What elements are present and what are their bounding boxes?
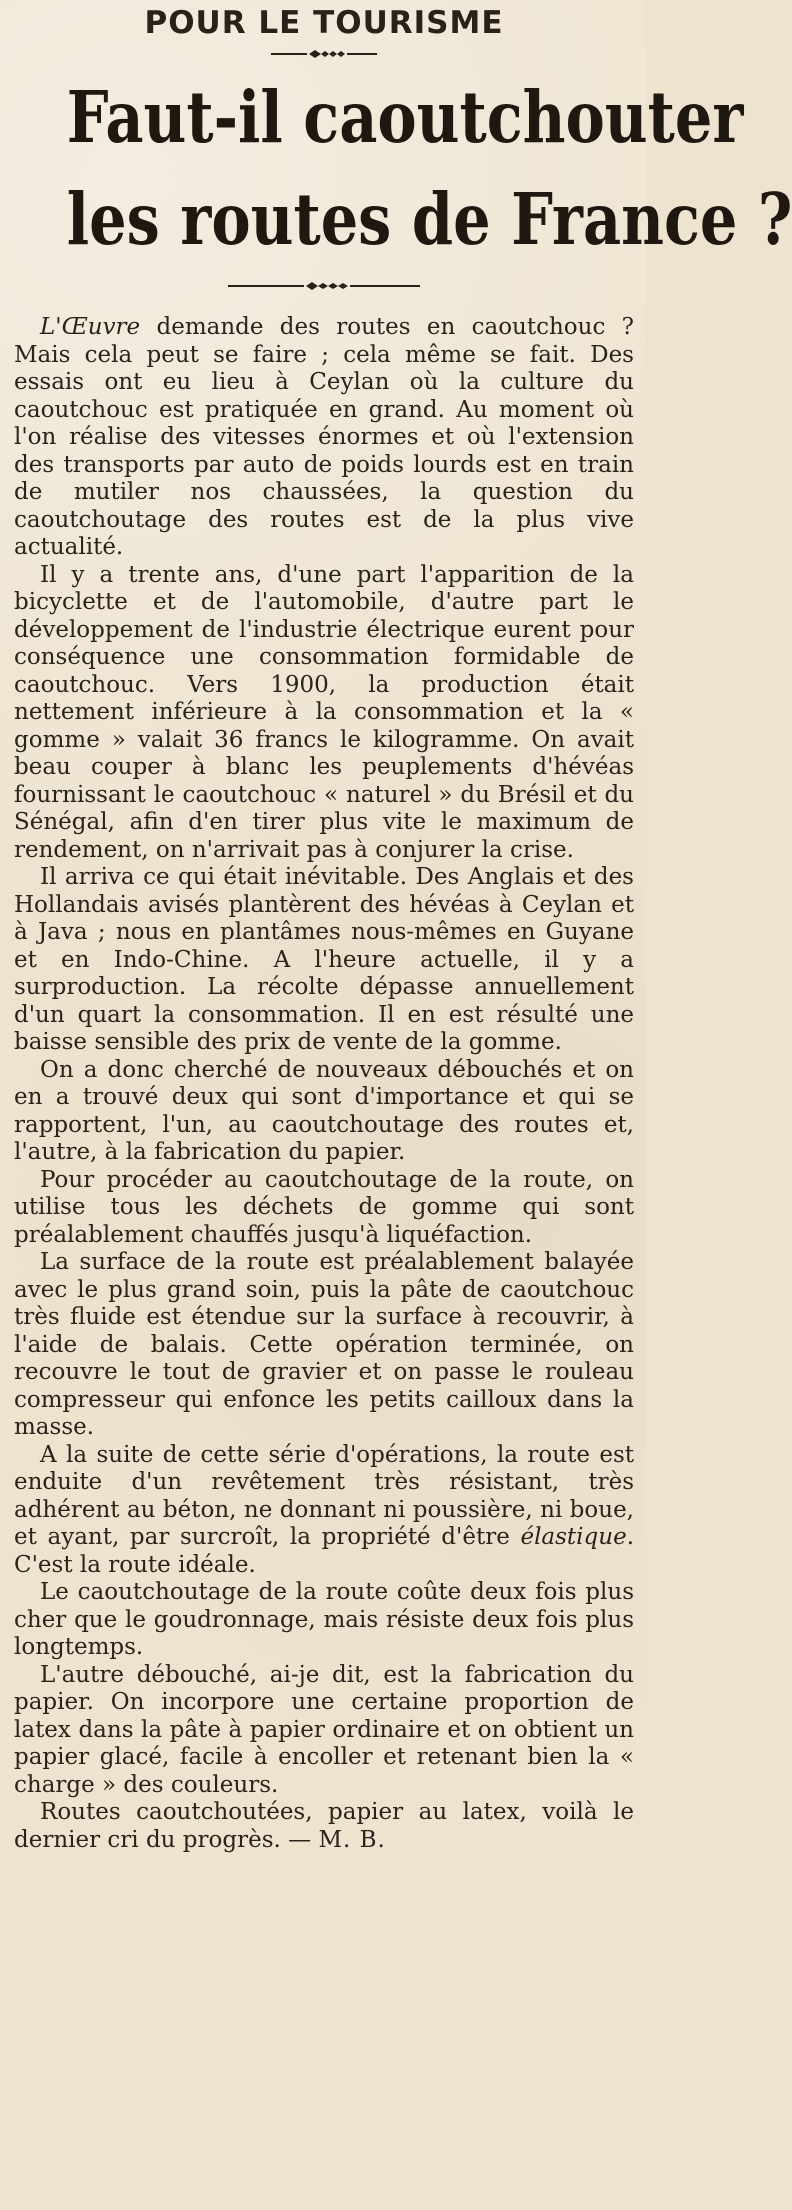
ornament-divider-middle-icon bbox=[224, 278, 424, 294]
headline-line-2: les routes de France ? bbox=[66, 177, 792, 261]
emphasis-elastique: élastique bbox=[520, 1524, 627, 1550]
paragraph-5: Pour procéder au caoutchoutage de la route, on utilise tous les déchets de gomme qui sont préalablement chauffés jusqu'à liquéfaction. bbox=[14, 1166, 634, 1248]
ornament-divider-top-icon bbox=[269, 46, 379, 62]
article-body bbox=[14, 314, 634, 1854]
paragraph-1 bbox=[14, 314, 634, 562]
paragraph-7 bbox=[14, 1442, 634, 1580]
paragraph-1-text: demande des routes en caoutchouc ? Mais cela peut se faire ; cela même se fait. Des essais ont eu lieu à Ceylan où la culture du caoutchouc est pratiquée en grand. Au moment où l'on réalise des vitesses énormes et où l'extension des transports par auto de poids lourds est en train de mutiler nos chaussées, la question du caoutchoutage des routes est de la plus vive actualité. bbox=[14, 314, 634, 560]
paragraph-4: On a donc cherché de nouveaux débouchés et on en a trouvé deux qui sont d'importance et qui se rapportent, l'un, au caoutchoutage des routes et, l'autre, à la fabrication du papier. bbox=[14, 1056, 634, 1165]
publication-name: L'Œuvre bbox=[40, 314, 141, 340]
author-signature: M. B. bbox=[318, 1826, 386, 1853]
paragraph-7-text-after: . C'est la route idéale. bbox=[14, 1524, 634, 1578]
section-rubric: POUR LE TOURISME bbox=[144, 5, 504, 41]
paragraph-10 bbox=[14, 1799, 634, 1854]
paragraph-6: La surface de la route est préalablement balayée avec le plus grand soin, puis la pâte de caoutchouc très fluide est étendue sur la surface à recouvrir, à l'aide de balais. Cette opération terminée, on recouvre le tout de gravier et on passe le rouleau compresseur qui enfonce les petits cailloux dans la masse. bbox=[14, 1249, 634, 1440]
paragraph-3: Il arriva ce qui était inévitable. Des Anglais et des Hollandais avisés plantèrent des hévéas à Ceylan et à Java ; nous en plantâmes nous-mêmes en Guyane et en Indo-Chine. A l'heure actuelle, il y a surproduction. La récolte dépasse annuellement d'un quart la consommation. Il en est résulté une baisse sensible des prix de vente de la gomme. bbox=[14, 864, 634, 1055]
paragraph-9: L'autre débouché, ai-je dit, est la fabrication du papier. On incorpore une certaine proportion de latex dans la pâte à papier ordinaire et on obtient un papier glacé, facile à encoller et retenant bien la « charge » des couleurs. bbox=[14, 1661, 634, 1798]
paragraph-7-text-before: A la suite de cette série d'opérations, la route est enduite d'un revêtement très résistant, très adhérent au béton, ne donnant ni poussière, ni boue, et ayant, par surcroît, la propriété d'être bbox=[14, 1441, 634, 1550]
paragraph-10-text: Routes caoutchoutées, papier au latex, voilà le dernier cri du progrès. — bbox=[14, 1799, 634, 1853]
headline-line-1: Faut-il caoutchouter bbox=[66, 75, 744, 159]
paragraph-2: Il y a trente ans, d'une part l'apparition de la bicyclette et de l'automobile, d'autre part le développement de l'industrie électrique eurent pour conséquence une consommation formidable de caoutchouc. Vers 1900, la production était nettement inférieure à la consommation et la « gomme » valait 36 francs le kilogramme. On avait beau couper à blanc les peuplements d'hévéas fournissant le caoutchouc « naturel » du Brésil et du Sénégal, afin d'en tirer plus vite le maximum de rendement, on n'arrivait pas à conjurer la crise. bbox=[14, 561, 634, 863]
paragraph-8: Le caoutchoutage de la route coûte deux fois plus cher que le goudronnage, mais résiste deux fois plus longtemps. bbox=[14, 1579, 634, 1660]
